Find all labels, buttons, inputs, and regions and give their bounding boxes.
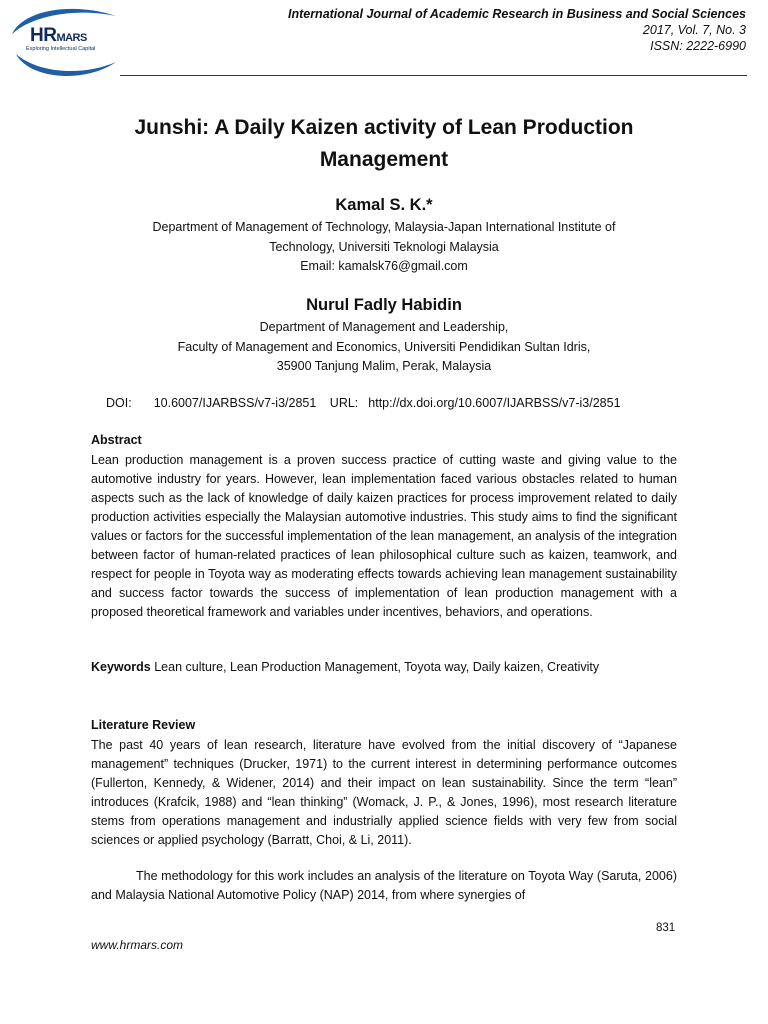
doi-line xyxy=(106,396,631,410)
journal-header xyxy=(288,6,746,54)
journal-issn: ISSN: 2222-6990 xyxy=(650,39,746,53)
doi-label: DOI: xyxy=(106,396,132,410)
abstract-text: Lean production management is a proven success practice of cutting waste and giving value to the automotive industry for years. However, lean implementation faced various obstacles related to human aspects such as the lack of knowledge of daily kaizen practices for process improvement related to daily production activities especially the Malaysian automotive industries. This study aims to find the significant values or factors for the successful implementation of the lean management, an analysis of the integration between factor of human-related practices of lean philosophical culture such as kaizen, teamwork, and respect for people in Toyota way as moderating effects towards achieving lean management sustainability and success factor towards the success of implementation of lean production management with a proposed theoretical framework and variables under incentives, behaviors, and operations. xyxy=(91,453,677,619)
affiliation-line: Department of Management of Technology, Malaysia-Japan International Institute of xyxy=(152,220,616,234)
author-affiliation-2 xyxy=(80,318,688,377)
affiliation-line: 35900 Tanjung Malim, Perak, Malaysia xyxy=(276,359,492,373)
literature-paragraph-1: The past 40 years of lean research, literature have evolved from the initial discovery of “Japanese management” techniques (Drucker, 1971) to the current interest in determining performance outcomes (Fullerton, Kennedy, & Widener, 2014) and their impact on lean sustainability. Since the term “lean” introduces (Krafcik, 1988) and “lean thinking” (Womack, J. P., & Jones, 1996), most research literature stems from operations management and industrially applied science fields with very few from social sciences or applied psychology (Barratt, Choi, & Li, 2011). xyxy=(91,738,677,847)
literature-review-heading: Literature Review xyxy=(91,718,196,732)
paper-title: Junshi: A Daily Kaizen activity of Lean Production Management xyxy=(134,116,634,171)
author-affiliation-1 xyxy=(80,218,688,277)
author-name-2: Nurul Fadly Habidin xyxy=(306,296,462,314)
literature-paragraph-2: The methodology for this work includes an analysis of the literature on Toyota Way (Saruta, 2006) and Malaysia National Automotive Policy (NAP) 2014, from where synergies of xyxy=(91,869,677,902)
affiliation-line: Department of Management and Leadership, xyxy=(259,320,509,334)
keywords-line xyxy=(91,660,599,674)
author-email: Email: kamalsk76@gmail.com xyxy=(300,259,468,273)
logo-swoosh-bottom xyxy=(16,54,116,76)
header-divider xyxy=(120,75,747,76)
keywords-value: Lean culture, Lean Production Management, Toyota way, Daily kaizen, Creativity xyxy=(154,660,600,674)
abstract-heading: Abstract xyxy=(91,433,142,447)
page-number: 831 xyxy=(656,922,676,934)
logo-wordmark: HRMARS xyxy=(30,25,87,46)
affiliation-line: Faculty of Management and Economics, Universiti Pendidikan Sultan Idris, xyxy=(177,339,591,354)
logo-tagline: Exploring Intellectual Capital xyxy=(26,46,96,52)
footer-website[interactable]: www.hrmars.com xyxy=(91,938,184,952)
author-name-1: Kamal S. K.* xyxy=(335,196,433,214)
affiliation-line: Technology, Universiti Teknologi Malaysia xyxy=(269,239,499,254)
journal-title: International Journal of Academic Research in Business and Social Sciences xyxy=(287,7,746,21)
keywords-label: Keywords xyxy=(91,660,151,674)
journal-volume: 2017, Vol. 7, No. 3 xyxy=(642,23,746,37)
url-label: URL: xyxy=(329,396,359,410)
url-link[interactable]: http://dx.doi.org/10.6007/IJARBSS/v7-i3/2851 xyxy=(368,396,621,410)
doi-value[interactable]: 10.6007/IJARBSS/v7-i3/2851 xyxy=(153,396,317,410)
